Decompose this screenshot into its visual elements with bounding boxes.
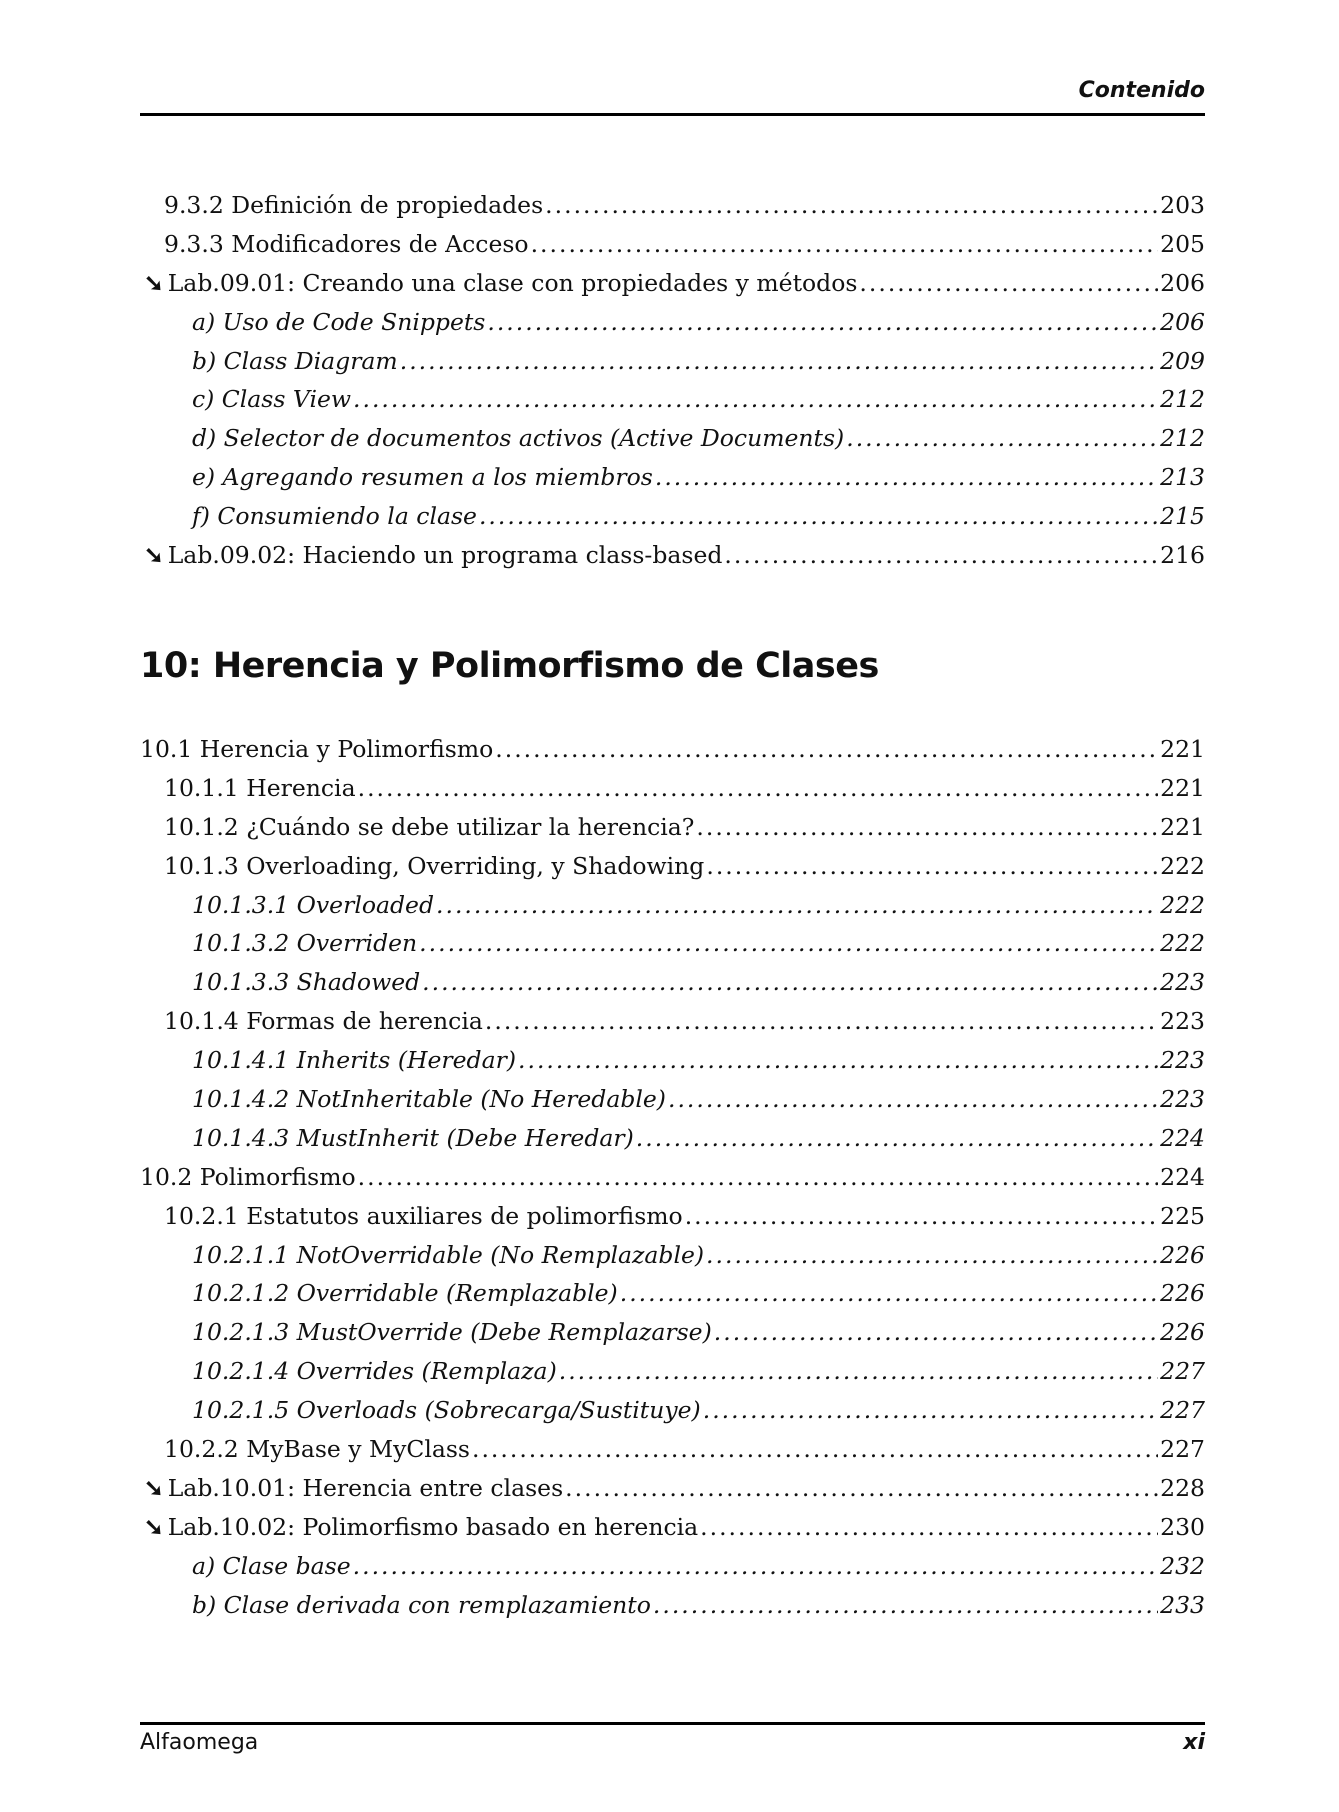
toc-entry-label: 9.3.3 Modificadores de Acceso bbox=[164, 229, 529, 258]
dot-leader bbox=[700, 1508, 1158, 1547]
toc-entry-label: 10.1.4.1 Inherits (Heredar) bbox=[192, 1046, 516, 1075]
toc-entry-page: 221 bbox=[1160, 773, 1205, 802]
toc-entry bbox=[140, 303, 1205, 342]
toc-entry-label: 10.1.3 Overloading, Overriding, y Shadowing bbox=[164, 851, 705, 880]
toc-entry-label: 10.1.3.2 Overriden bbox=[192, 929, 418, 958]
dot-leader bbox=[358, 769, 1159, 808]
dot-leader bbox=[531, 225, 1159, 264]
dot-leader bbox=[696, 808, 1158, 847]
toc-entry bbox=[140, 730, 1205, 769]
dot-leader bbox=[706, 847, 1158, 886]
toc-entry-label: b) Class Diagram bbox=[192, 346, 398, 375]
dot-leader bbox=[495, 730, 1158, 769]
dot-leader bbox=[400, 342, 1158, 381]
toc-entry-page: 223 bbox=[1160, 1085, 1205, 1114]
toc-entry-label: 10.2.1.4 Overrides (Remplaza) bbox=[192, 1357, 557, 1386]
toc-entry-label: 10.2.1.1 NotOverridable (No Remplazable) bbox=[192, 1240, 705, 1269]
toc-entry bbox=[140, 769, 1205, 808]
toc-entry-page: 226 bbox=[1160, 1318, 1205, 1347]
toc-lab-entry bbox=[140, 264, 1205, 303]
dot-leader bbox=[668, 1080, 1158, 1119]
arrow-down-right-icon: ➘ bbox=[144, 541, 164, 570]
toc-section-chapter bbox=[140, 730, 1205, 1624]
toc-entry-label: 10.2.1.3 MustOverride (Debe Remplazarse) bbox=[192, 1318, 712, 1347]
arrow-down-right-icon: ➘ bbox=[144, 1473, 164, 1502]
toc-entry-page: 203 bbox=[1160, 191, 1205, 219]
toc-entry-label: 10.2.2 MyBase y MyClass bbox=[164, 1435, 470, 1464]
dot-leader bbox=[479, 497, 1158, 536]
toc-entry-page: 206 bbox=[1160, 268, 1205, 297]
toc-entry bbox=[140, 1547, 1205, 1586]
dot-leader bbox=[487, 303, 1158, 342]
dot-leader bbox=[419, 924, 1158, 963]
toc-entry-label: 10.1.4.3 MustInherit (Debe Heredar) bbox=[192, 1123, 634, 1152]
toc-entry bbox=[140, 1197, 1205, 1236]
toc-entry bbox=[140, 1041, 1205, 1080]
toc-entry bbox=[140, 1002, 1205, 1041]
toc-lab-entry bbox=[140, 1508, 1205, 1547]
toc-entry-label: 10.1.3.3 Shadowed bbox=[192, 968, 421, 997]
toc-entry-page: 222 bbox=[1160, 929, 1205, 958]
running-head: Contenido bbox=[1078, 78, 1205, 103]
toc-entry-page: 222 bbox=[1160, 851, 1205, 880]
toc-entry-page: 225 bbox=[1160, 1201, 1205, 1230]
toc-entry-page: 215 bbox=[1160, 502, 1205, 531]
dot-leader bbox=[545, 186, 1158, 225]
toc-entry-page: 230 bbox=[1160, 1512, 1205, 1541]
toc-entry-label: c) Class View bbox=[192, 385, 351, 414]
dot-leader bbox=[485, 1002, 1158, 1041]
toc-entry-label: 10.1 Herencia y Polimorfismo bbox=[140, 735, 494, 763]
toc-entry-page: 222 bbox=[1160, 890, 1205, 919]
toc-entry bbox=[140, 1080, 1205, 1119]
toc-entry bbox=[140, 1236, 1205, 1275]
toc-entry-page: 223 bbox=[1160, 968, 1205, 997]
toc-entry bbox=[140, 1430, 1205, 1469]
toc-entry-page: 216 bbox=[1160, 541, 1205, 570]
toc-lab-entry bbox=[140, 536, 1205, 575]
toc-entry bbox=[140, 847, 1205, 886]
dot-leader bbox=[706, 1236, 1158, 1275]
dot-leader bbox=[559, 1352, 1158, 1391]
toc-entry bbox=[140, 458, 1205, 497]
toc-entry bbox=[140, 497, 1205, 536]
toc-entry-page: 224 bbox=[1160, 1162, 1205, 1191]
toc-entry-label: f) Consumiendo la clase bbox=[192, 502, 477, 531]
toc-entry-label: 10.2.1.2 Overridable (Remplazable) bbox=[192, 1279, 618, 1308]
toc-entry bbox=[140, 886, 1205, 925]
toc-entry-label: 10.2.1 Estatutos auxiliares de polimorfismo bbox=[164, 1201, 683, 1230]
toc-entry bbox=[140, 808, 1205, 847]
dot-leader bbox=[859, 264, 1158, 303]
dot-leader bbox=[353, 1547, 1159, 1586]
dot-leader bbox=[358, 1158, 1158, 1197]
toc-entry bbox=[140, 1313, 1205, 1352]
toc-entry-label: 10.1.3.1 Overloaded bbox=[192, 890, 434, 919]
toc-entry-page: 209 bbox=[1160, 346, 1205, 375]
toc-entry-label: e) Agregando resumen a los miembros bbox=[192, 463, 653, 492]
footer-rule bbox=[140, 1722, 1205, 1725]
dot-leader bbox=[636, 1119, 1158, 1158]
toc-entry-page: 224 bbox=[1160, 1123, 1205, 1152]
toc-entry-label: ➘ Lab.10.01: Herencia entre clases bbox=[144, 1473, 564, 1502]
toc-entry bbox=[140, 1119, 1205, 1158]
toc-entry-label: 9.3.2 Definición de propiedades bbox=[164, 191, 544, 219]
toc-entry-page: 233 bbox=[1160, 1590, 1205, 1619]
toc-entry-label: 10.1.4 Formas de herencia bbox=[164, 1007, 483, 1036]
toc-entry-page: 221 bbox=[1160, 812, 1205, 841]
toc-entry-label: b) Clase derivada con remplazamiento bbox=[192, 1590, 651, 1619]
dot-leader bbox=[655, 458, 1158, 497]
toc-section-top bbox=[140, 186, 1205, 575]
toc-entry-page: 206 bbox=[1160, 307, 1205, 336]
dot-leader bbox=[620, 1274, 1158, 1313]
toc-entry-page: 227 bbox=[1160, 1396, 1205, 1425]
toc-entry-label: ➘ Lab.10.02: Polimorfismo basado en herencia bbox=[144, 1512, 699, 1541]
toc-lab-entry bbox=[140, 1469, 1205, 1508]
toc-entry-label: a) Uso de Code Snippets bbox=[192, 307, 486, 336]
dot-leader bbox=[472, 1430, 1158, 1469]
toc-entry bbox=[140, 225, 1205, 264]
toc-entry-label: a) Clase base bbox=[192, 1551, 351, 1580]
dot-leader bbox=[846, 419, 1158, 458]
toc-entry-page: 212 bbox=[1160, 385, 1205, 414]
arrow-down-right-icon: ➘ bbox=[144, 1512, 164, 1541]
toc-entry-page: 227 bbox=[1160, 1357, 1205, 1386]
footer-page-number: xi bbox=[1183, 1730, 1205, 1755]
dot-leader bbox=[436, 886, 1158, 925]
toc-entry-page: 212 bbox=[1160, 424, 1205, 453]
toc-entry bbox=[140, 1158, 1205, 1197]
toc-entry-label: 10.1.1 Herencia bbox=[164, 773, 356, 802]
toc-entry-page: 221 bbox=[1160, 735, 1205, 763]
toc-entry bbox=[140, 419, 1205, 458]
dot-leader bbox=[353, 380, 1158, 419]
toc-entry-page: 213 bbox=[1160, 463, 1205, 492]
toc-entry bbox=[140, 186, 1205, 225]
toc-entry bbox=[140, 924, 1205, 963]
toc-entry-page: 227 bbox=[1160, 1435, 1205, 1464]
toc-entry-page: 226 bbox=[1160, 1240, 1205, 1269]
toc-entry-page: 226 bbox=[1160, 1279, 1205, 1308]
toc-entry bbox=[140, 1274, 1205, 1313]
toc-entry-label: 10.1.2 ¿Cuándo se debe utilizar la herencia? bbox=[164, 812, 695, 841]
arrow-down-right-icon: ➘ bbox=[144, 268, 164, 297]
toc-entry bbox=[140, 1586, 1205, 1625]
toc-entry bbox=[140, 1352, 1205, 1391]
toc-entry-label: 10.2.1.5 Overloads (Sobrecarga/Sustituye) bbox=[192, 1396, 701, 1425]
toc-entry bbox=[140, 342, 1205, 381]
toc-entry bbox=[140, 963, 1205, 1002]
dot-leader bbox=[714, 1313, 1158, 1352]
chapter-title: 10: Herencia y Polimorfismo de Clases bbox=[140, 646, 879, 686]
dot-leader bbox=[653, 1586, 1158, 1625]
toc-entry-label: d) Selector de documentos activos (Active Documents) bbox=[192, 424, 845, 453]
toc-entry bbox=[140, 1391, 1205, 1430]
toc-entry-label: 10.1.4.2 NotInheritable (No Heredable) bbox=[192, 1085, 666, 1114]
toc-entry-page: 232 bbox=[1160, 1551, 1205, 1580]
header-rule bbox=[140, 113, 1205, 116]
dot-leader bbox=[703, 1391, 1158, 1430]
toc-entry-label: ➘ Lab.09.02: Haciendo un programa class-based bbox=[144, 541, 723, 570]
toc-entry-label: 10.2 Polimorfismo bbox=[140, 1162, 356, 1191]
dot-leader bbox=[685, 1197, 1158, 1236]
toc-entry-page: 223 bbox=[1160, 1007, 1205, 1036]
toc-entry-page: 228 bbox=[1160, 1473, 1205, 1502]
dot-leader bbox=[724, 536, 1158, 575]
toc-entry bbox=[140, 380, 1205, 419]
footer-publisher: Alfaomega bbox=[140, 1730, 259, 1755]
toc-entry-page: 223 bbox=[1160, 1046, 1205, 1075]
dot-leader bbox=[518, 1041, 1158, 1080]
toc-entry-label: ➘ Lab.09.01: Creando una clase con propiedades y métodos bbox=[144, 268, 858, 297]
dot-leader bbox=[565, 1469, 1158, 1508]
dot-leader bbox=[422, 963, 1158, 1002]
toc-entry-page: 205 bbox=[1160, 229, 1205, 258]
